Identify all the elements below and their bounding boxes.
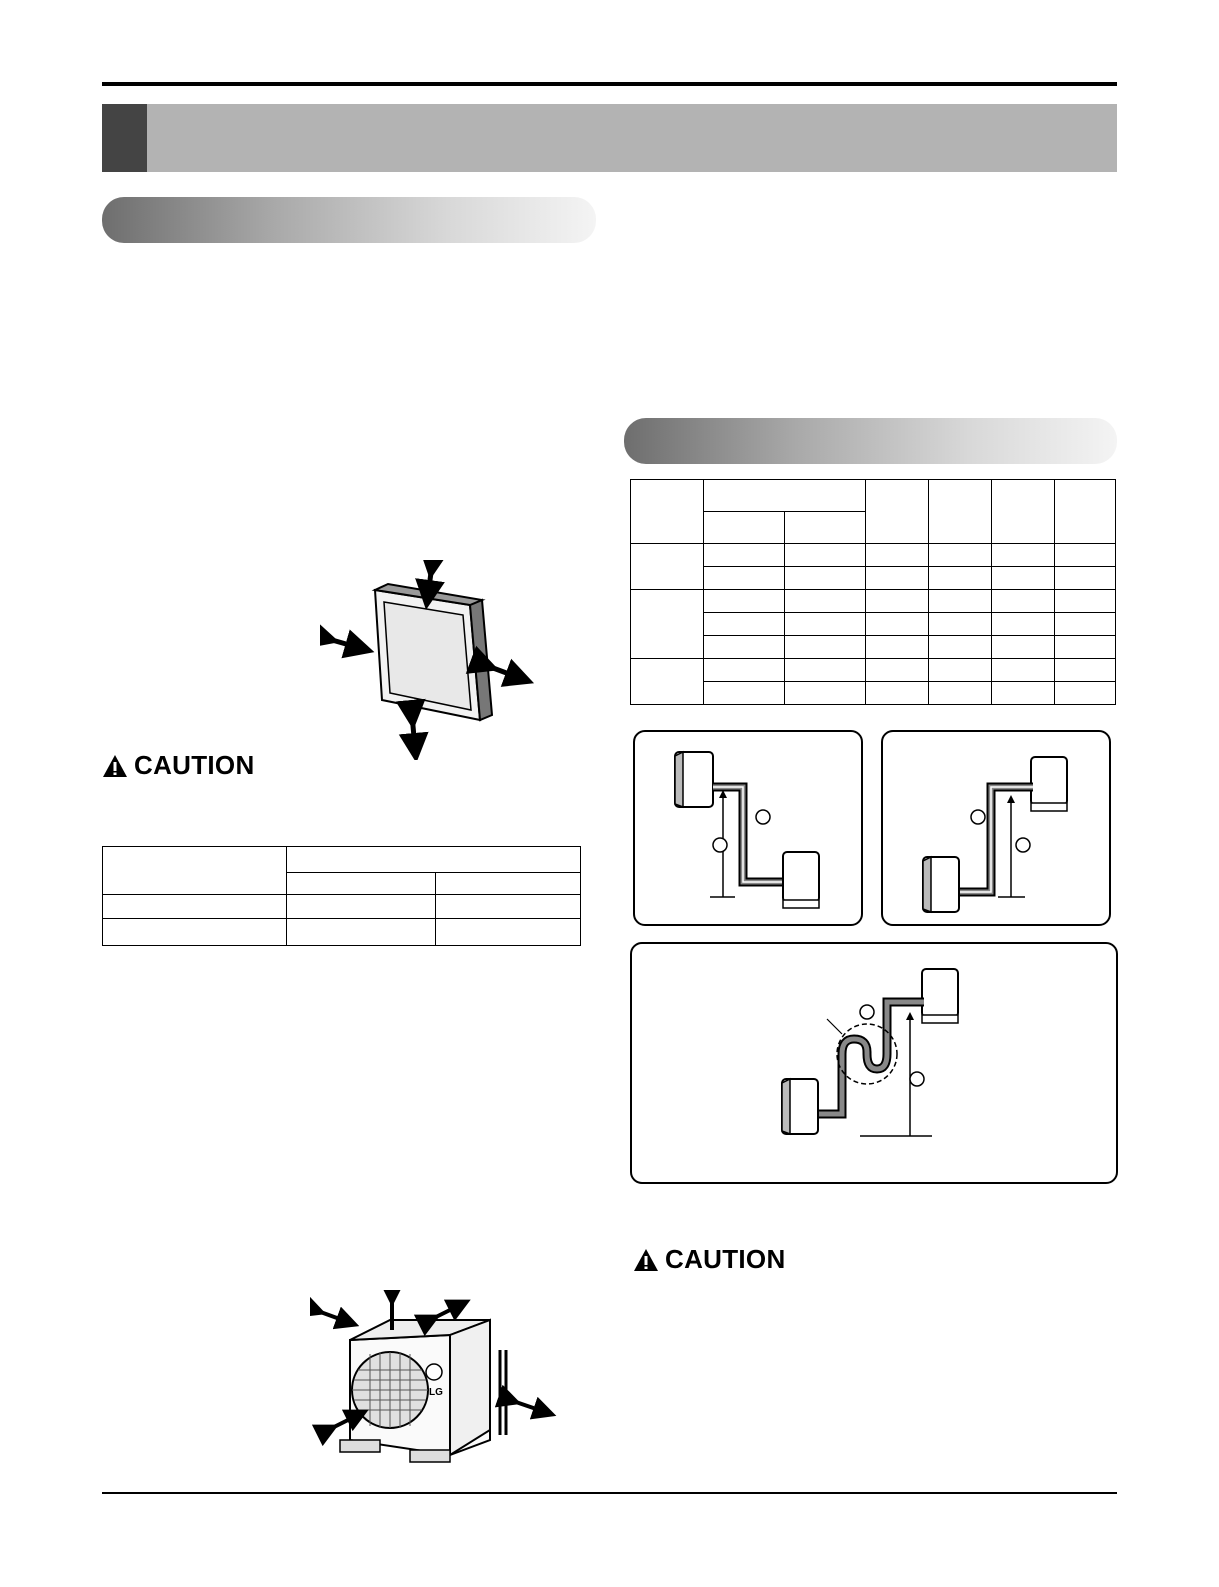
table-cell	[704, 480, 866, 512]
right-spec-table	[630, 479, 1116, 705]
table-cell	[436, 895, 581, 919]
table-cell	[287, 873, 436, 895]
table-cell	[287, 895, 436, 919]
table-cell	[785, 512, 866, 544]
piping-diagram-indoor-above	[633, 730, 863, 926]
piping-diagram-oil-trap	[630, 942, 1118, 1184]
logo-text: LG	[429, 1387, 443, 1398]
table-cell	[1055, 480, 1116, 544]
caution-heading-left	[102, 750, 255, 781]
caution-label-right: CAUTION	[665, 1244, 786, 1274]
table-cell	[866, 480, 929, 544]
subheading-pill-left	[102, 197, 596, 243]
section-header-band	[147, 104, 1117, 172]
table-cell	[631, 480, 704, 544]
table-cell	[631, 659, 704, 705]
subheading-pill-right	[624, 418, 1117, 464]
warning-triangle-icon	[102, 754, 128, 778]
table-cell	[436, 873, 581, 895]
table-cell	[704, 512, 785, 544]
top-rule	[102, 82, 1117, 86]
indoor-unit-clearance-illustration	[320, 560, 540, 760]
table-cell	[287, 847, 581, 873]
table-cell	[287, 919, 436, 946]
outdoor-unit-clearance-illustration	[310, 1290, 560, 1490]
table-cell	[436, 919, 581, 946]
table-cell	[929, 480, 992, 544]
table-cell	[103, 847, 287, 895]
table-cell	[103, 919, 287, 946]
caution-heading-right	[633, 1244, 786, 1275]
table-cell	[631, 590, 704, 659]
table-cell	[103, 895, 287, 919]
left-spec-table	[102, 846, 581, 946]
section-header-marker	[102, 104, 147, 172]
caution-label-left: CAUTION	[134, 750, 255, 780]
piping-diagram-outdoor-above	[881, 730, 1111, 926]
table-cell	[631, 544, 704, 590]
warning-triangle-icon	[633, 1248, 659, 1272]
bottom-rule	[102, 1492, 1117, 1494]
table-cell	[992, 480, 1055, 544]
